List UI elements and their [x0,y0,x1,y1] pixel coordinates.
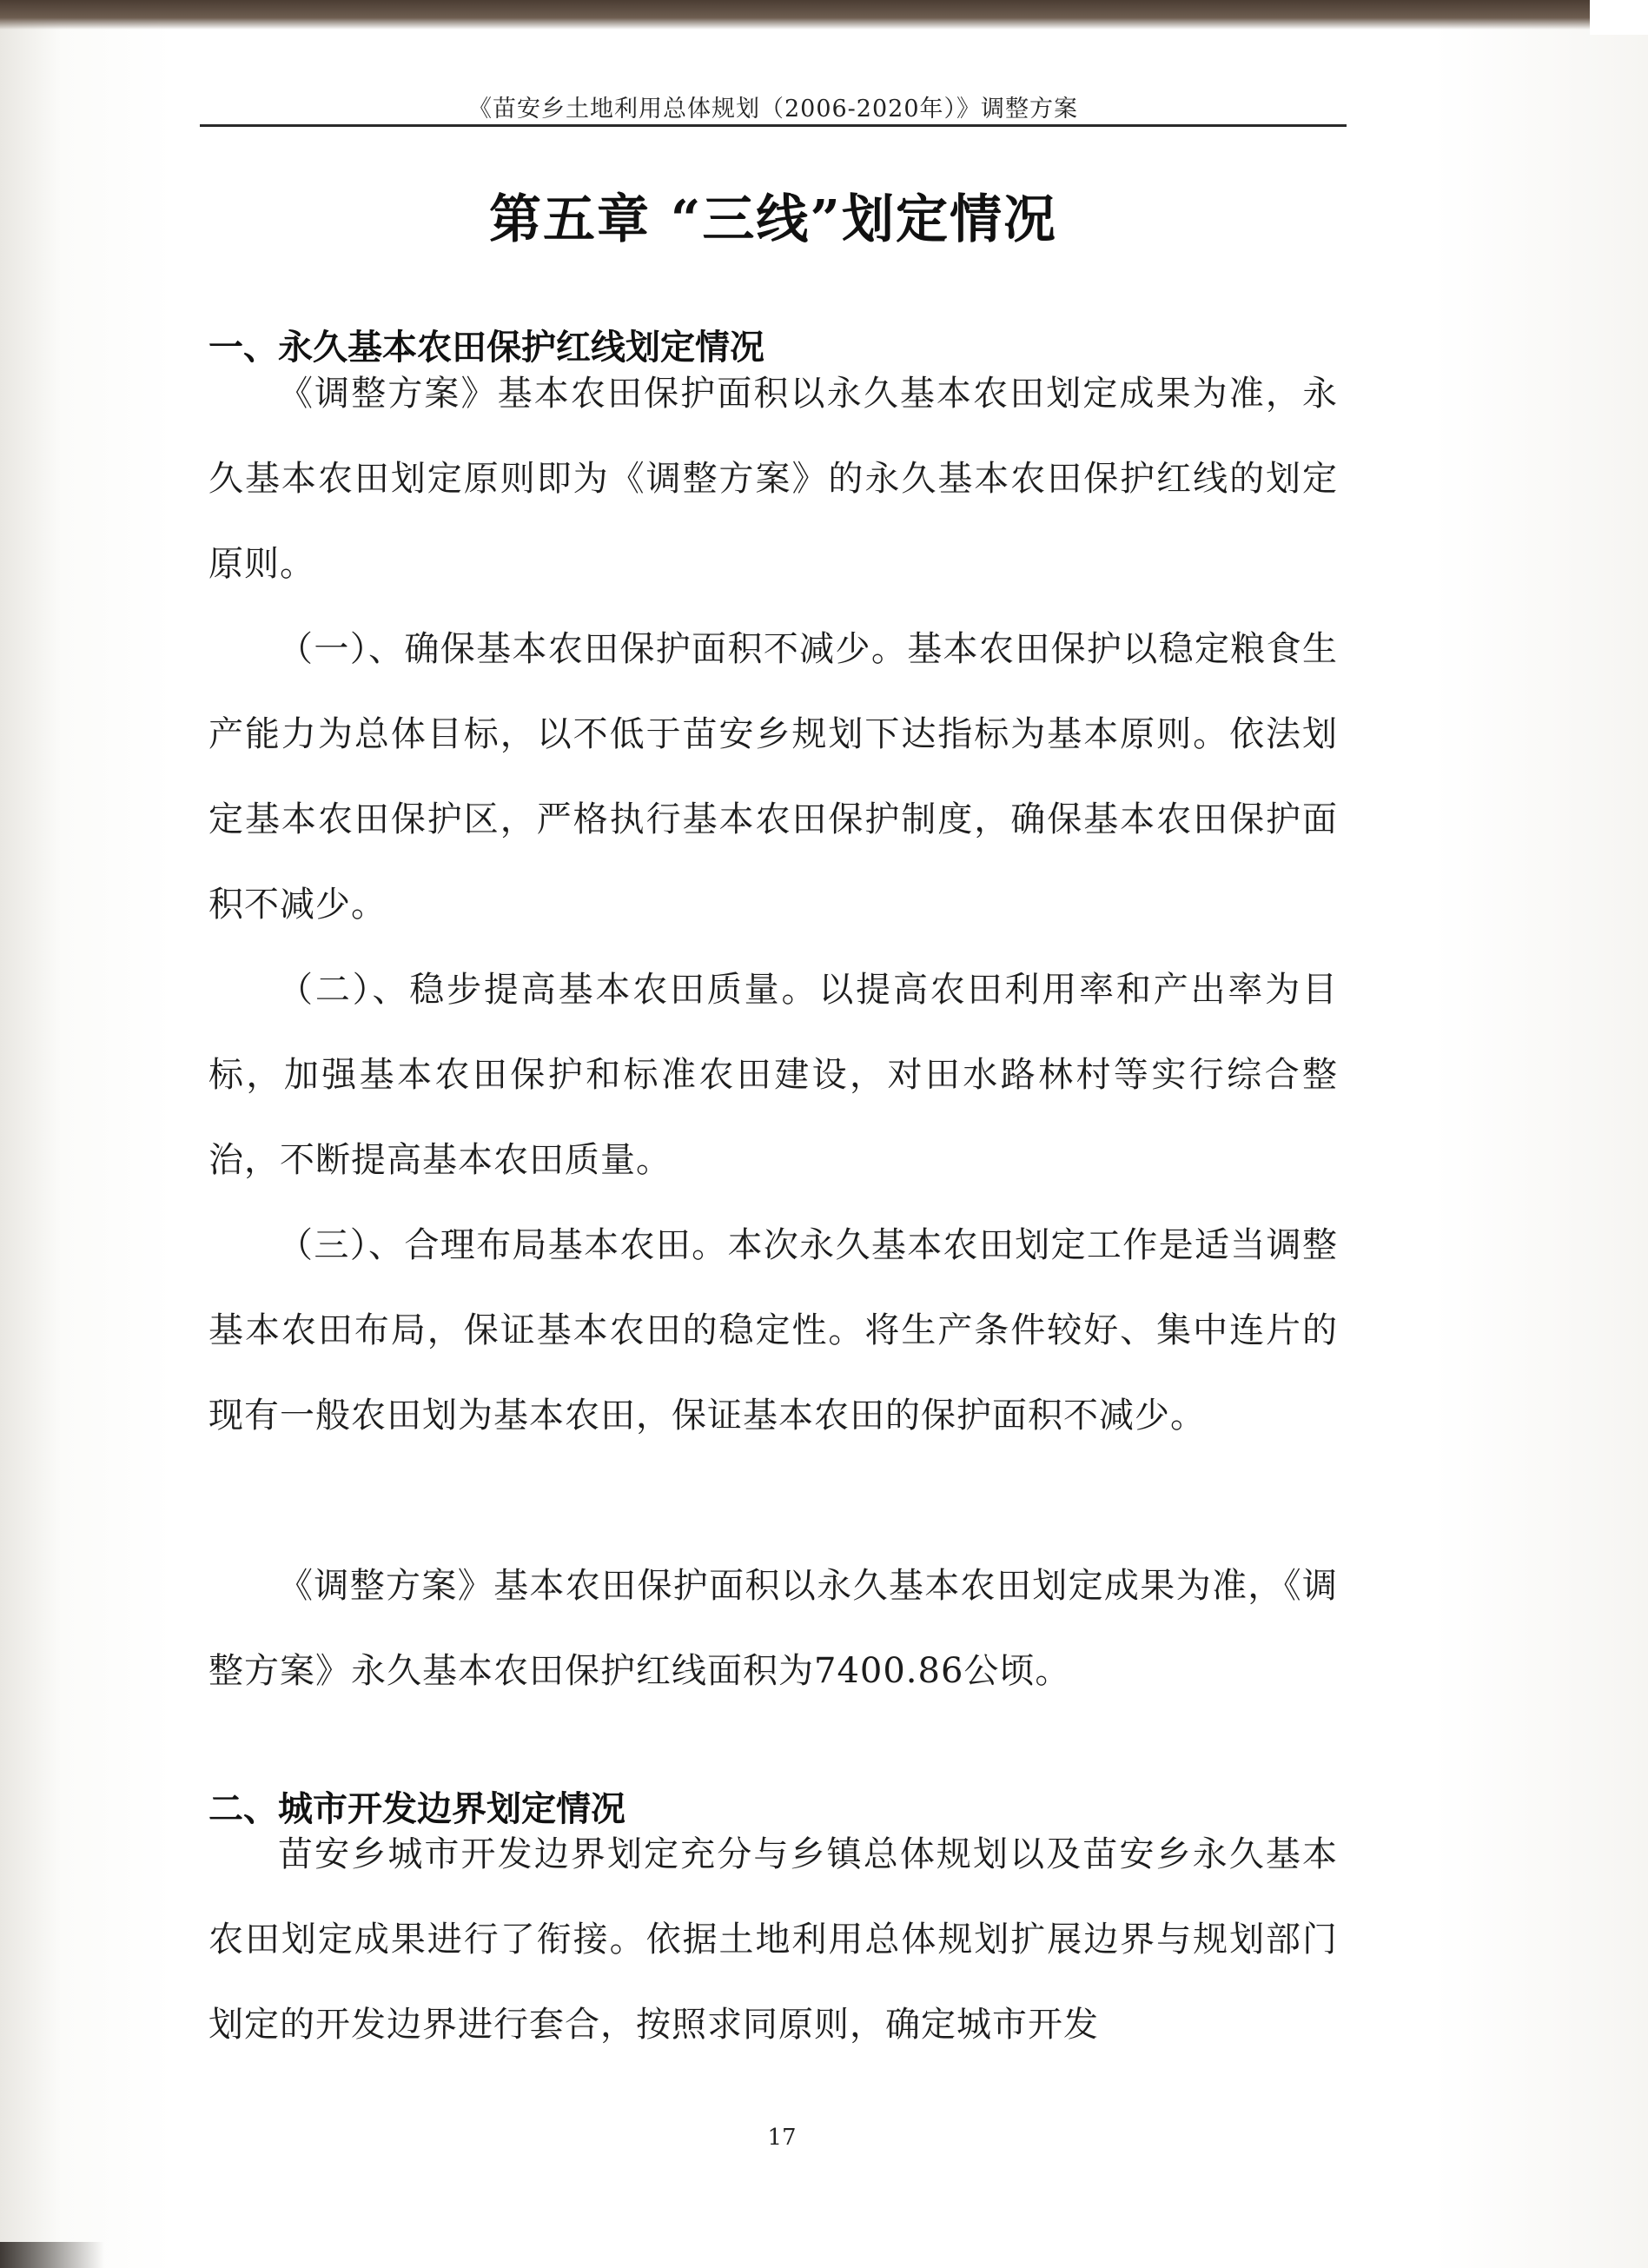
header-rule [200,124,1347,127]
paragraph: 《调整方案》基本农田保护面积以永久基本农田划定成果为准，永久基本农田划定原则即为《调整方案》的永久基本农田保护红线的划定原则。 [208,374,1338,584]
scan-top-edge [0,0,1648,30]
page-number: 17 [767,2125,797,2151]
scan-corner [1590,0,1648,35]
scan-bottom-edge [0,2242,104,2268]
section-heading-1: 一、永久基本农田保护红线划定情况 [208,327,764,368]
paragraph: 《调整方案》基本农田保护面积以永久基本农田划定成果为准，《调整方案》永久基本农田保护红线面积为7400.86公顷。 [208,1566,1338,1691]
section-heading-2: 二、城市开发边界划定情况 [208,1788,625,1829]
paragraph: （三）、合理布局基本农田。本次永久基本农田划定工作是适当调整基本农田布局，保证基本农田的稳定性。将生产条件较好、集中连片的现有一般农田划为基本农田，保证基本农田的保护面积不减少。 [208,1225,1338,1436]
paragraph: （二）、稳步提高基本农田质量。以提高农田利用率和产出率为目标，加强基本农田保护和标准农田建设，对田水路林村等实行综合整治，不断提高基本农田质量。 [208,970,1338,1180]
paragraph: （一）、确保基本农田保护面积不减少。基本农田保护以稳定粮食生产能力为总体目标，以不低于苗安乡规划下达指标为基本原则。依法划定基本农田保护区，严格执行基本农田保护制度，确保基本农田保护面积不减少。 [208,629,1338,925]
chapter-title: 第五章 “三线”划定情况 [489,189,1057,250]
paragraph: 苗安乡城市开发边界划定充分与乡镇总体规划以及苗安乡永久基本农田划定成果进行了衔接。依据土地利用总体规划扩展边界与规划部门划定的开发边界进行套合，按照求同原则，确定城市开发 [208,1834,1338,2045]
running-header: 《苗安乡土地利用总体规划（2006-2020年）》调整方案 [467,96,1079,123]
